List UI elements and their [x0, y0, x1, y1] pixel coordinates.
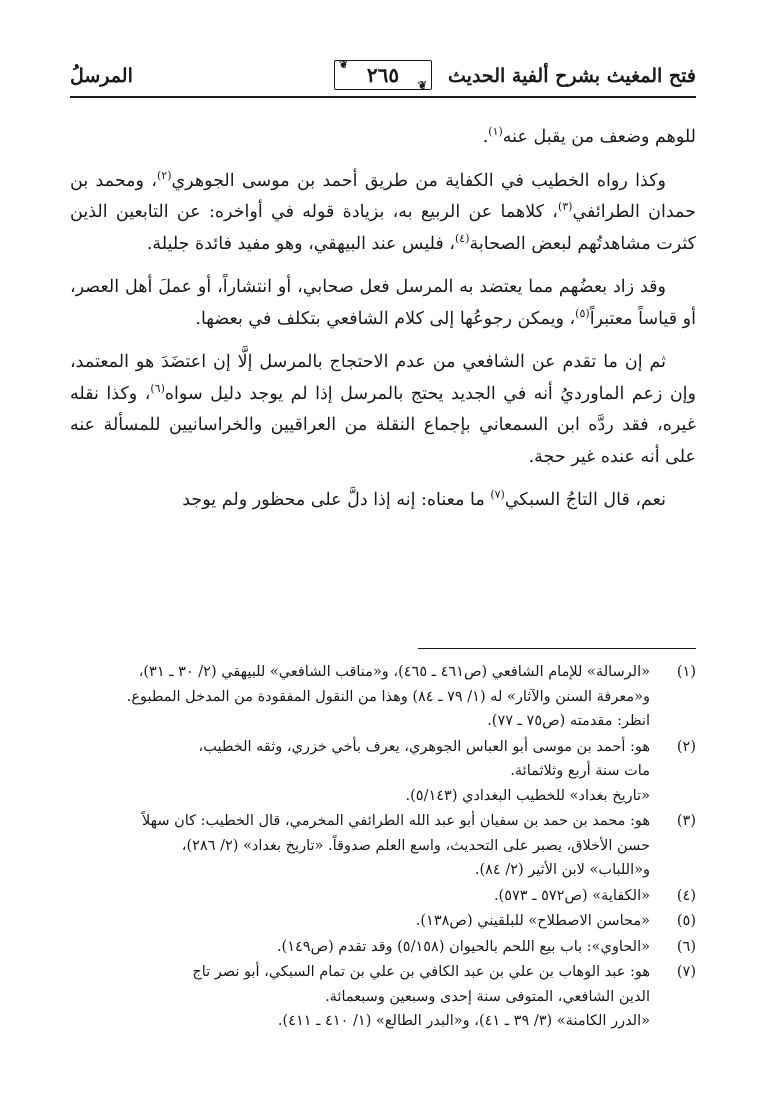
page-header	[70, 56, 696, 98]
footnote-line: «الحاوي»: باب بيع اللحم بالحيوان (٥/١٥٨) وقد تقدم (ص١٤٩).	[276, 938, 650, 955]
footnote-number: (٦)	[676, 938, 696, 955]
footnote-line: الدين الشافعي، المتوفى سنة إحدى وسبعين وسبعمائة.	[325, 988, 650, 1005]
footnote-ref: (٧)	[490, 488, 505, 502]
footnote-line: و«معرفة السنن والآثار» له (١/ ٧٩ ـ ٨٤) وهذا من النقول المفقودة من المدخل المطبوع.	[126, 688, 650, 705]
footnote-ref: (١)	[488, 125, 503, 139]
main-text	[70, 122, 696, 529]
footnote-4	[70, 884, 696, 909]
paragraph-text: ، ويمكن رجوعُها إلى كلام الشافعي بتكلف في بعضها.	[195, 308, 576, 329]
footnote-ref: (٥)	[575, 306, 590, 320]
ornament-icon: ❦	[417, 79, 427, 92]
footnote-line: مات سنة أربع وثلاثمائة.	[510, 763, 650, 779]
paragraph-text: وقد زاد بعضُهم مما يعتضد به المرسل فعل صحابي، أو انتشاراً، أو عملَ أهل العصر، أو قياساً معتبراً	[70, 277, 696, 329]
page-number: ٢٦٥	[366, 63, 400, 87]
paragraph-text: وكذا رواه الخطيب في الكفاية من طريق أحمد بن موسى الجوهري	[171, 170, 666, 191]
running-title: فتح المغيث بشرح ألفية الحديث	[448, 65, 696, 87]
footnote-line: حسن الأخلاق، يصبر على التحديث، واسع العلم صدوقاً. «تاريخ بغداد» (٢/ ٢٨٦)،	[181, 837, 650, 854]
footnote-ref: (٦)	[150, 381, 165, 395]
footnote-ref: (٢)	[156, 168, 172, 182]
book-page	[70, 0, 696, 1112]
footnote-line: و«اللباب» لابن الأثير (٢/ ٨٤).	[474, 862, 650, 878]
footnote-line: هو: أحمد بن موسى أبو العباس الجوهري، يعرف بأخي خزري، وثقه الخطيب،	[198, 738, 650, 755]
footnote-6	[70, 935, 696, 960]
chapter-title: المرسلُ	[70, 65, 133, 87]
paragraph-text: ثم إن ما تقدم عن الشافعي من عدم الاحتجاج بالمرسل إلَّا إن اعتضَدَ هو المعتمد، وإن زعم الماورديُ أنه في الجديد يحتج بالمرسل إذا لم يوجد دليل سواه	[70, 352, 696, 404]
paragraph-2	[70, 166, 696, 261]
paragraph-text: .	[482, 127, 489, 147]
footnotes	[70, 660, 696, 1035]
footnote-number: (٤)	[676, 887, 696, 904]
paragraph-text: نعم، قال التاجُ السبكي	[504, 490, 666, 510]
footnote-line: «الكفاية» (ص٥٧٢ ـ ٥٧٣).	[493, 887, 650, 904]
paragraph-1	[70, 122, 696, 154]
footnote-ref: (٣)	[557, 200, 573, 214]
footnote-line: هو: محمد بن حمد بن سفيان أبو عبد الله الطرائفي المخرمي، قال الخطيب: كان سهلاً	[141, 813, 650, 829]
footnote-number: (٢)	[676, 738, 696, 755]
footnote-line: «محاسن الاصطلاح» للبلقيني (ص١٣٨).	[415, 913, 650, 929]
footnote-line: «تاريخ بغداد» للخطيب البغدادي (٥/١٤٣).	[405, 787, 650, 804]
paragraph-text: ، ومحمد بن حمدان الطرائفي	[70, 170, 696, 222]
footnote-line: انظر: مقدمته (ص٧٥ ـ ٧٧).	[487, 713, 650, 729]
footnote-7	[70, 960, 696, 1034]
footnote-line: هو: عبد الوهاب بن علي بن عبد الكافي بن علي بن تمام السبكي، أبو نصر تاج	[192, 964, 650, 980]
paragraph-text: ، كلاهما عن الربيع به، بزيادة قوله في أواخره: عن التابعين الذين كثرت مشاهدتُهم لبعض الصحابة	[70, 202, 696, 254]
ornament-icon: ❦	[339, 58, 349, 71]
paragraph-5	[70, 485, 696, 517]
paragraph-text: ما معناه: إنه إذا دلَّ على محظور ولم يوجد	[182, 490, 491, 510]
footnote-3	[70, 809, 696, 883]
footnote-number: (٧)	[676, 964, 696, 980]
paragraph-text: ، فليس عند البيهقي، وهو مفيد فائدة جليلة.	[146, 233, 455, 254]
paragraph-3	[70, 272, 696, 335]
footnote-divider	[418, 648, 696, 649]
footnote-number: (٥)	[676, 913, 696, 929]
footnote-5	[70, 909, 696, 934]
page-number-box	[334, 60, 432, 90]
footnote-1	[70, 660, 696, 734]
paragraph-text: ، وكذا نقله غيره، فقد ردَّه ابن السمعاني بإجماع النقلة من العراقيين والخراسانيين للمسألة عنه على أنه عنده غير حجة.	[70, 383, 696, 467]
footnote-line: «الرسالة» للإمام الشافعي (ص٤٦١ ـ ٤٦٥)، و«مناقب الشافعي» للبيهقي (٢/ ٣٠ ـ ٣١)،	[138, 664, 650, 680]
footnote-line: «الدرر الكامنة» (٣/ ٣٩ ـ ٤١)، و«البدر الطالع» (١/ ٤١٠ ـ ٤١١).	[277, 1013, 650, 1029]
paragraph-text: للوهم وضعف من يقبل عنه	[502, 127, 696, 147]
footnote-ref: (٤)	[454, 231, 470, 245]
footnote-2	[70, 735, 696, 809]
footnote-number: (١)	[676, 664, 696, 680]
paragraph-4	[70, 347, 696, 473]
footnote-number: (٣)	[676, 813, 696, 829]
